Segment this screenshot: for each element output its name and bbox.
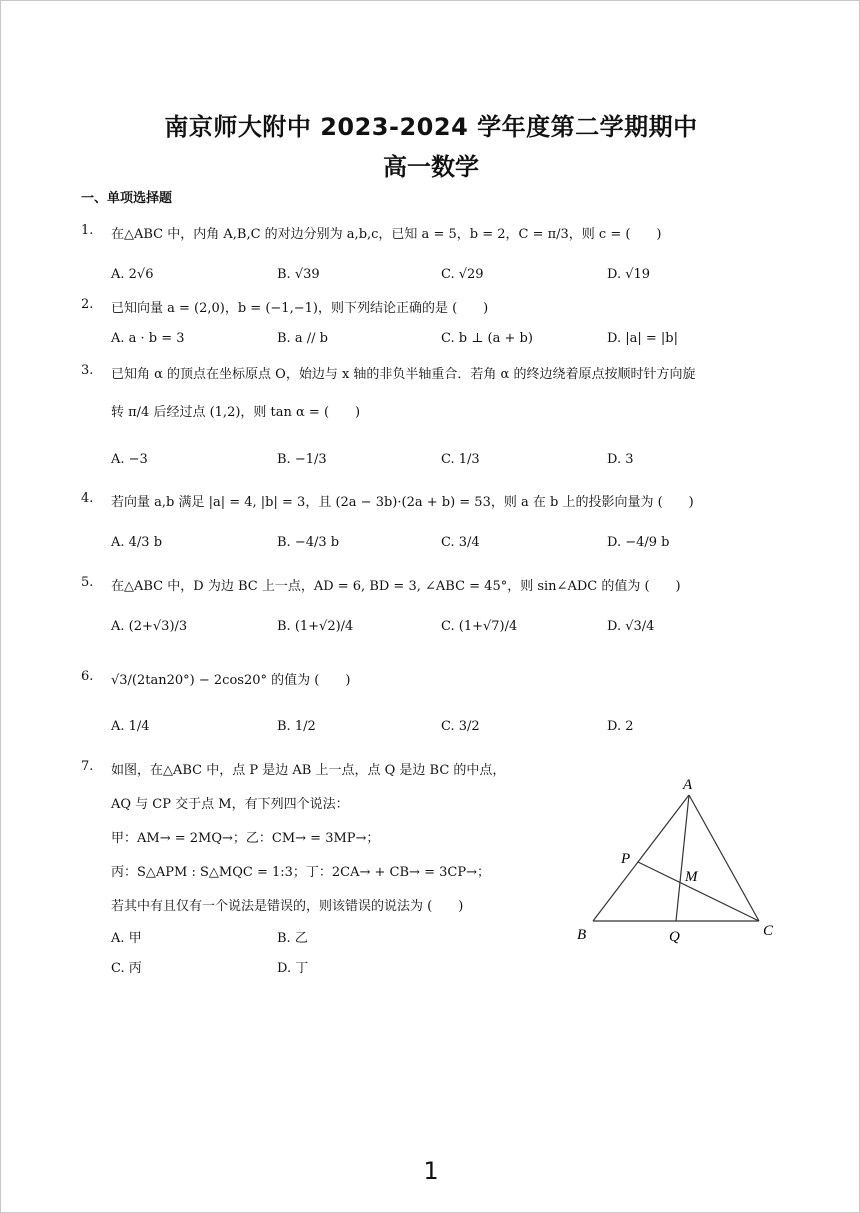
option-a: A. a · b = 3: [111, 331, 185, 346]
option-a: A. 1/4: [111, 719, 150, 734]
question-text: 在△ABC 中，D 为边 BC 上一点，AD = 6, BD = 3, ∠ABC = 45°，则 sin∠ADC 的值为 ( ): [111, 579, 681, 594]
question-text: 在△ABC 中，内角 A,B,C 的对边分别为 a,b,c，已知 a = 5，b = 2，C = π/3，则 c = ( ): [111, 227, 662, 242]
option-b: B. √39: [277, 267, 320, 282]
question-text: 已知向量 a = (2,0)，b = (−1,−1)，则下列结论正确的是 ( ): [111, 301, 489, 316]
option-d: D. |a| = |b|: [607, 331, 678, 346]
option-b: B. −1/3: [277, 452, 327, 467]
segment-ac: [689, 795, 759, 921]
option-a: A. (2+√3)/3: [111, 619, 188, 634]
option-c: C. 3/2: [441, 719, 480, 734]
question-text: 转 π/4 后经过点 (1,2)，则 tan α = ( ): [111, 405, 361, 420]
option-b: B. −4/3 b: [277, 535, 340, 550]
question-text: 若其中有且仅有一个说法是错误的，则该错误的说法为 ( ): [111, 899, 464, 914]
question-text: 已知角 α 的顶点在坐标原点 O，始边与 x 轴的非负半轴重合．若角 α 的终边绕着原点按顺时针方向旋: [111, 367, 696, 382]
label-b: B: [577, 927, 587, 943]
option-d: D. 3: [607, 452, 634, 467]
question-text: 若向量 a,b 满足 |a| = 4, |b| = 3，且 (2a − 3b)·(2a + b) = 53，则 a 在 b 上的投影向量为 ( ): [111, 495, 694, 510]
exam-subtitle: 高一数学: [383, 153, 479, 181]
question-number: 6.: [81, 669, 94, 684]
option-d: D. √3/4: [607, 619, 655, 634]
question-text: 如图，在△ABC 中，点 P 是边 AB 上一点，点 Q 是边 BC 的中点，: [111, 763, 506, 778]
question-number: 2.: [81, 297, 94, 312]
question-text: 丙：S△APM : S△MQC = 1:3；丁：2CA→ + CB→ = 3CP→；: [111, 865, 490, 880]
segment-cp: [638, 862, 759, 921]
label-p: P: [621, 851, 631, 867]
label-q: Q: [669, 929, 680, 945]
segment-ab: [593, 795, 689, 921]
question-text: 甲：AM→ = 2MQ→；乙：CM→ = 3MP→；: [111, 831, 380, 846]
option-c: C. b ⊥ (a + b): [441, 331, 533, 346]
segment-aq: [676, 795, 689, 921]
label-a: A: [683, 777, 693, 793]
page-number: 1: [423, 1157, 439, 1185]
question-number: 4.: [81, 491, 94, 506]
section-title: 一、单项选择题: [81, 191, 173, 206]
label-c: C: [763, 923, 774, 939]
option-b: B. (1+√2)/4: [277, 619, 354, 634]
option-d: D. √19: [607, 267, 651, 282]
question-number: 5.: [81, 575, 94, 590]
option-c: C. (1+√7)/4: [441, 619, 518, 634]
option-d: D. 2: [607, 719, 634, 734]
option-c: C. 3/4: [441, 535, 480, 550]
option-c: C. 1/3: [441, 452, 480, 467]
option-a: A. 甲: [111, 931, 142, 946]
question-text: AQ 与 CP 交于点 M，有下列四个说法：: [111, 797, 349, 812]
option-c: C. 丙: [111, 961, 142, 976]
question-number: 3.: [81, 363, 94, 378]
question-number: 7.: [81, 759, 94, 774]
option-a: A. 2√6: [111, 267, 154, 282]
triangle-diagram: [571, 773, 791, 953]
option-d: D. 丁: [277, 961, 309, 976]
option-c: C. √29: [441, 267, 484, 282]
option-b: B. 1/2: [277, 719, 316, 734]
exam-title: 南京师大附中 2023-2024 学年度第二学期期中: [164, 113, 698, 141]
option-a: A. 4/3 b: [111, 535, 163, 550]
option-a: A. −3: [111, 452, 148, 467]
label-m: M: [685, 869, 698, 885]
question-text: √3/(2tan20°) − 2cos20° 的值为 ( ): [111, 673, 351, 688]
option-b: B. 乙: [277, 931, 308, 946]
option-d: D. −4/9 b: [607, 535, 670, 550]
question-number: 1.: [81, 223, 94, 238]
option-b: B. a // b: [277, 331, 328, 346]
